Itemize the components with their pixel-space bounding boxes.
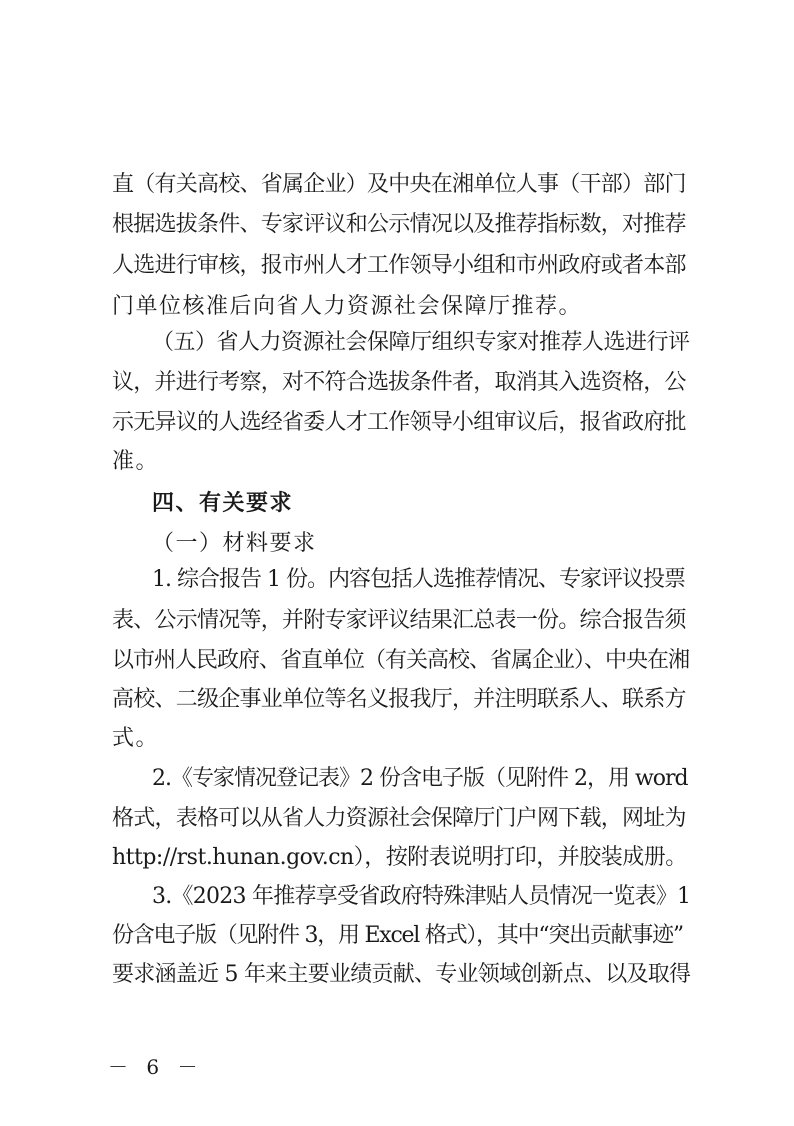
body-line: 以市州人民政府、省直单位（有关高校、省属企业）、中央在湘 — [112, 648, 690, 673]
body-line: http://rst.hunan.gov.cn），按附表说明打印，并胶装成册。 — [112, 845, 687, 870]
body-line: 准。 — [112, 449, 160, 474]
body-line: 3.《2023 年推荐享受省政府特殊津贴人员情况一览表》1 — [152, 884, 691, 909]
body-line: （五）省人力资源社会保障厅组织专家对推荐人选进行评 — [152, 330, 690, 355]
body-line: 示无异议的人选经省委人才工作领导小组审议后，报省政府批 — [112, 410, 686, 435]
page-number: － 6 － — [108, 1055, 204, 1079]
body-line: 议，并进行考察，对不符合选拔条件者，取消其入选资格，公 — [112, 370, 686, 395]
subsection-heading: （一）材料要求 — [152, 531, 317, 556]
body-line: 门单位核准后向省人力资源社会保障厅推荐。 — [112, 294, 583, 319]
body-line: 格式，表格可以从省人力资源社会保障厅门户网下载，网址为 — [112, 806, 686, 831]
body-line: 高校、二级企事业单位等名义报我厅，并注明联系人、联系方 — [112, 687, 686, 712]
body-line: 根据选拔条件、专家评议和公示情况以及推荐指标数，对推荐 — [112, 212, 686, 237]
body-line: 份含电子版（见附件 3，用 Excel 格式），其中“突出贡献事迹” — [112, 923, 683, 948]
body-line: 要求涵盖近 5 年来主要业绩贡献、专业领域创新点、以及取得 — [112, 962, 691, 987]
section-heading: 四、有关要求 — [152, 491, 294, 516]
body-line: 表、公示情况等，并附专家评议结果汇总表一份。综合报告须 — [112, 608, 686, 633]
body-line: 人选进行审核，报市州人才工作领导小组和市州政府或者本部 — [112, 253, 686, 278]
body-line: 1. 综合报告 1 份。内容包括人选推荐情况、专家评议投票 — [152, 567, 685, 592]
body-line: 2.《专家情况登记表》2 份含电子版（见附件 2，用 word — [152, 766, 688, 791]
body-line: 式。 — [112, 726, 160, 751]
body-line: 直（有关高校、省属企业）及中央在湘单位人事（干部）部门 — [112, 172, 686, 197]
